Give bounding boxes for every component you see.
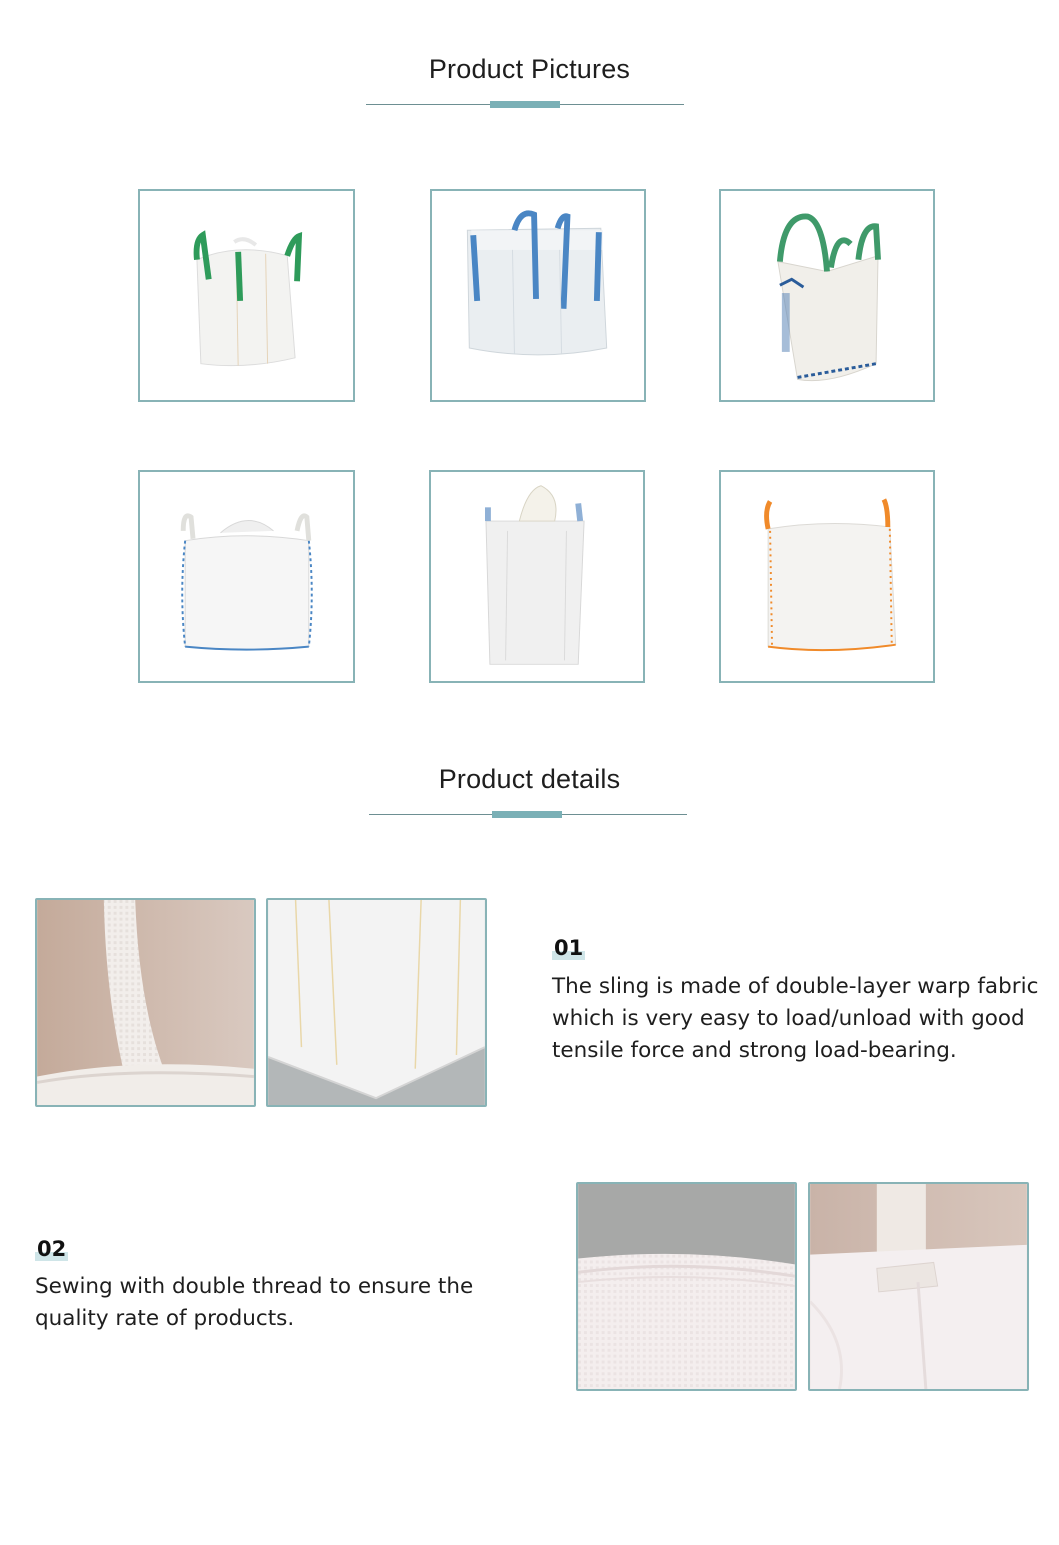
detail-description [35, 1271, 473, 1335]
product-photo-1[interactable] [138, 189, 355, 402]
product-photo-5[interactable] [429, 470, 645, 683]
detail-number: 02 [37, 1237, 67, 1261]
detail-photo-corner[interactable] [266, 898, 487, 1107]
product-photo-6[interactable] [719, 470, 935, 683]
bulk-bag-image [140, 191, 353, 400]
bulk-bag-image [721, 191, 933, 400]
title-accent-bar [490, 101, 560, 108]
description-line: tensile force and strong load-bearing. [552, 1038, 957, 1063]
detail-description [552, 971, 1038, 1067]
bag-corner-image [268, 900, 485, 1105]
bulk-bag-image [140, 472, 353, 681]
handle-seam-image [810, 1184, 1027, 1389]
detail-photo-seam[interactable] [576, 1182, 797, 1391]
sling-closeup-image [37, 900, 254, 1105]
bulk-bag-image [431, 472, 643, 681]
description-line: which is very easy to load/unload with good [552, 1006, 1025, 1031]
product-photo-2[interactable] [430, 189, 646, 402]
description-line: The sling is made of double-layer warp fabric [552, 974, 1039, 999]
detail-number: 01 [554, 936, 584, 960]
description-line: Sewing with double thread to ensure the [35, 1274, 474, 1299]
product-photo-3[interactable] [719, 189, 935, 402]
detail-photo-handle-seam[interactable] [808, 1182, 1029, 1391]
description-line: quality rate of products. [35, 1306, 295, 1331]
bulk-bag-image [432, 191, 644, 400]
detail-photo-sling[interactable] [35, 898, 256, 1107]
double-seam-image [578, 1184, 795, 1389]
title-accent-bar [492, 811, 562, 818]
bulk-bag-image [721, 472, 933, 681]
product-pictures-title: Product Pictures [428, 54, 631, 84]
product-details-title: Product details [438, 764, 621, 794]
product-photo-4[interactable] [138, 470, 355, 683]
